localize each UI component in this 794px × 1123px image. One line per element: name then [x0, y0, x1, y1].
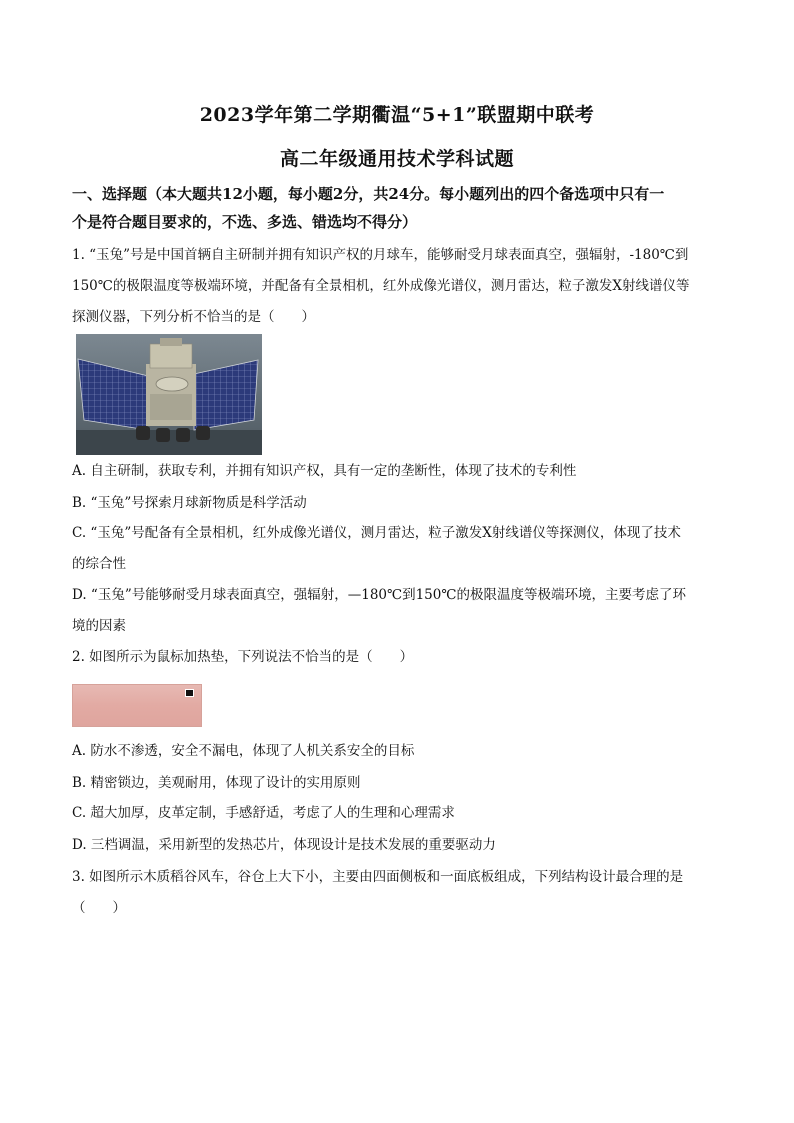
question-line: 2. 如图所示为鼠标加热垫，下列说法不恰当的是（ ） — [72, 649, 414, 665]
option-text: 境的因素 — [72, 618, 126, 634]
option-text: C. 超大加厚，皮革定制，手感舒适，考虑了人的生理和心理需求 — [72, 805, 455, 821]
question-2-option-d — [72, 830, 727, 861]
pad-switch — [185, 689, 194, 697]
question-1-option-d — [72, 580, 727, 642]
option-text: 的综合性 — [72, 556, 126, 572]
question-line: 3. 如图所示木质稻谷风车，谷仓上大下小，主要由四面侧板和一面底板组成，下列结构设计最合理的是 — [72, 869, 684, 885]
yutu-rover-image — [76, 334, 262, 455]
section-heading-line: 一、选择题（本大题共12小题，每小题2分，共24分。每小题列出的四个备选项中只有一 — [72, 185, 665, 203]
section-heading-line: 个是符合题目要求的，不选、多选、错选均不得分） — [72, 213, 418, 231]
question-2-option-b — [72, 768, 727, 799]
question-2-stem — [72, 642, 727, 673]
question-line: 探测仪器，下列分析不恰当的是（ ） — [72, 309, 315, 325]
question-1-stem — [72, 240, 727, 333]
option-text: D. “玉兔”号能够耐受月球表面真空，强辐射，—180℃到150℃的极限温度等极端环境，主要考虑了环 — [72, 587, 686, 603]
question-line: （ ） — [72, 900, 126, 916]
mouse-heating-pad-image — [72, 684, 202, 727]
option-text: C. “玉兔”号配备有全景相机，红外成像光谱仪，测月雷达，粒子激发X射线谱仪等探测仪，体现了技术 — [72, 525, 681, 541]
option-text: B. 精密锁边，美观耐用，体现了设计的实用原则 — [72, 775, 361, 791]
option-text: A. 自主研制，获取专利，并拥有知识产权，具有一定的垄断性，体现了技术的专利性 — [72, 463, 577, 479]
question-3-stem — [72, 862, 727, 924]
option-text: B. “玉兔”号探索月球新物质是科学活动 — [72, 495, 307, 511]
section-heading — [72, 180, 727, 236]
question-1-option-a — [72, 456, 727, 487]
option-text: D. 三档调温，采用新型的发热芯片，体现设计是技术发展的重要驱动力 — [72, 837, 496, 853]
question-1-option-b — [72, 488, 727, 519]
option-text: A. 防水不渗透，安全不漏电，体现了人机关系安全的目标 — [72, 743, 415, 759]
question-2-option-c — [72, 798, 727, 829]
question-2-option-a — [72, 736, 727, 767]
question-1-option-c — [72, 518, 727, 580]
exam-subtitle: 高二年级通用技术学科试题 — [279, 148, 514, 170]
question-line: 150℃的极限温度等极端环境，并配备有全景相机，红外成像光谱仪，测月雷达，粒子激发X射线谱仪等 — [72, 278, 690, 294]
exam-title: 2023学年第二学期衢温“5+1”联盟期中联考 — [199, 104, 595, 126]
question-line: 1. “玉兔”号是中国首辆自主研制并拥有知识产权的月球车，能够耐受月球表面真空，强辐射，-180℃到 — [72, 247, 689, 263]
